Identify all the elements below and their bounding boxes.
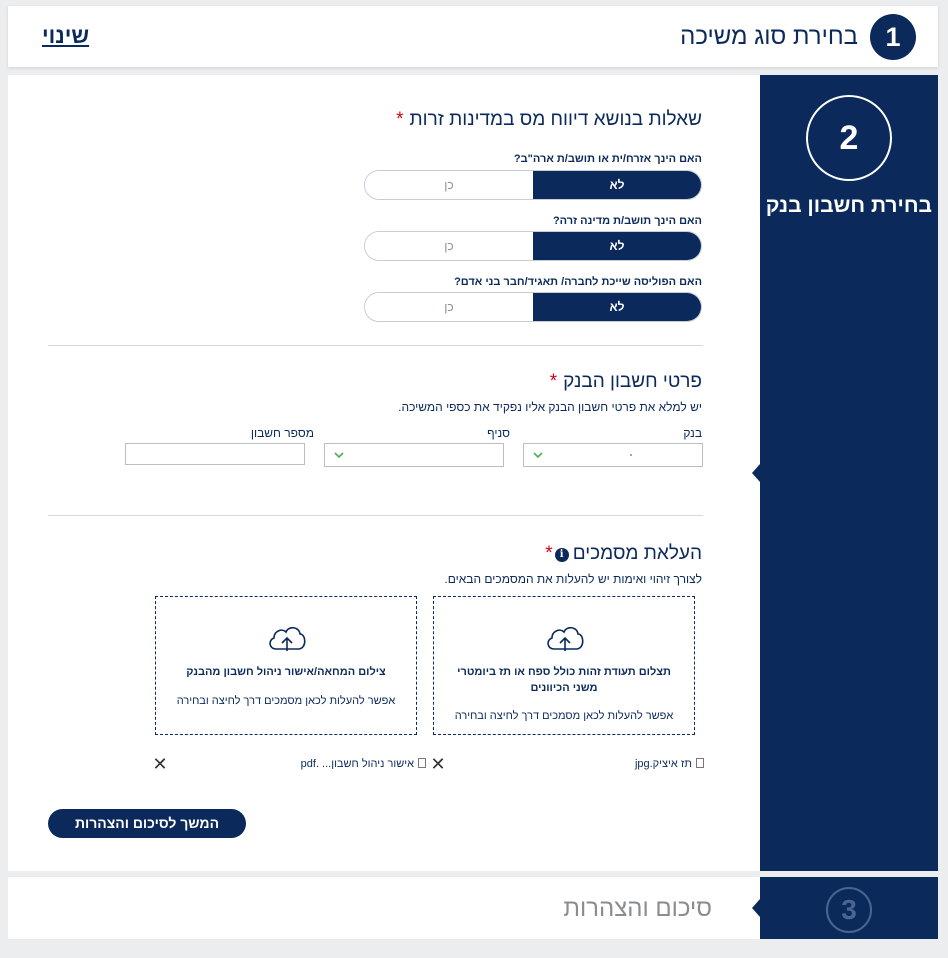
question-us-citizen-label: האם הינך אזרח/ית או תושב/ת ארה"ב? [513,153,702,165]
uploaded-file-item [301,758,426,770]
question-corporate-policy-toggle [364,292,702,322]
question-foreign-resident-label: האם הינך תושב/ת מדינה זרה? [552,215,702,227]
bank-select-placeholder-mark [630,454,632,456]
cloud-upload-icon [544,621,586,655]
bank-label: בנק [683,426,702,440]
upload-id-title: תצלום תעודת זהות כולל ספח או תז ביומטרי משני הכיוונים [457,666,671,694]
step2-content [8,75,760,871]
bank-hint: יש למלא את פרטי חשבון הבנק אליו נפקיד את כספי המשיכה. [398,400,702,414]
info-icon[interactable]: i [555,548,569,562]
section-divider [48,345,703,346]
sidebar-pointer [752,899,760,917]
required-mark: * [396,109,404,130]
docs-title-text: העלאת מסמכים [572,543,702,564]
required-mark: * [549,371,558,392]
bank-section-title [550,371,702,393]
cloud-upload-icon [266,621,308,655]
step1-title: בחירת סוג משיכה [680,23,858,50]
step1-header [8,6,938,67]
account-number-label: מספר חשבון [250,426,314,440]
tax-title-text: שאלות בנושא דיווח מס במדינות זרות [409,109,702,130]
step3-number: 3 [826,887,872,933]
toggle-yes-option[interactable]: כן [365,232,533,260]
question-foreign-resident-toggle [364,231,702,261]
chevron-down-icon [532,449,544,461]
branch-label: סניף [487,426,510,440]
branch-select[interactable] [324,443,504,467]
remove-file-button[interactable]: ✕ [152,754,168,774]
toggle-no-option[interactable]: לא [533,293,701,321]
bank-title-text: פרטי חשבון הבנק [563,371,702,392]
toggle-no-option[interactable]: לא [533,232,701,260]
step3-card [8,877,938,939]
required-mark: * [545,543,553,564]
docs-section-title [545,543,702,565]
tax-section-title [396,109,702,131]
account-number-input[interactable] [125,443,305,465]
uploaded-file-name: תז איציק.jpg [634,758,692,770]
file-icon [418,758,426,768]
step3-title: סיכום והצהרות [563,895,712,922]
upload-bank-title: צילום המחאה/אישור ניהול חשבון מהבנק [186,666,386,678]
upload-bank-dropzone[interactable] [155,596,417,735]
question-corporate-policy-label: האם הפוליסה שייכת לחברה/ תאגיד/חבר בני אדם? [454,276,702,288]
step2-card [8,75,938,871]
question-us-citizen-toggle [364,170,702,200]
step2-title: בחירת חשבון בנק [765,194,932,217]
toggle-no-option[interactable]: לא [533,171,701,199]
file-icon [696,758,704,768]
section-divider [48,515,703,516]
step1-number: 1 [870,14,916,60]
uploaded-file-item [635,758,704,770]
step2-sidebar [760,75,938,871]
upload-id-subtitle: אפשר להעלות לכאן מסמכים דרך לחיצה ובחירה [454,710,674,722]
docs-hint: לצורך זיהוי ואימות יש להעלות את המסמכים הבאים. [444,572,702,586]
remove-file-button[interactable]: ✕ [430,754,446,774]
toggle-yes-option[interactable]: כן [365,171,533,199]
continue-button[interactable]: המשך לסיכום והצהרות [48,809,246,838]
change-link[interactable]: שינוי [42,23,90,48]
upload-bank-subtitle: אפשר להעלות לכאן מסמכים דרך לחיצה ובחירה [176,695,396,707]
step2-number: 2 [806,95,892,181]
bank-select[interactable] [523,443,703,467]
upload-id-dropzone[interactable] [433,596,695,735]
uploaded-file-name: אישור ניהול חשבון... .pdf [300,758,414,770]
toggle-yes-option[interactable]: כן [365,293,533,321]
step3-sidebar [760,877,938,939]
chevron-down-icon [333,449,345,461]
